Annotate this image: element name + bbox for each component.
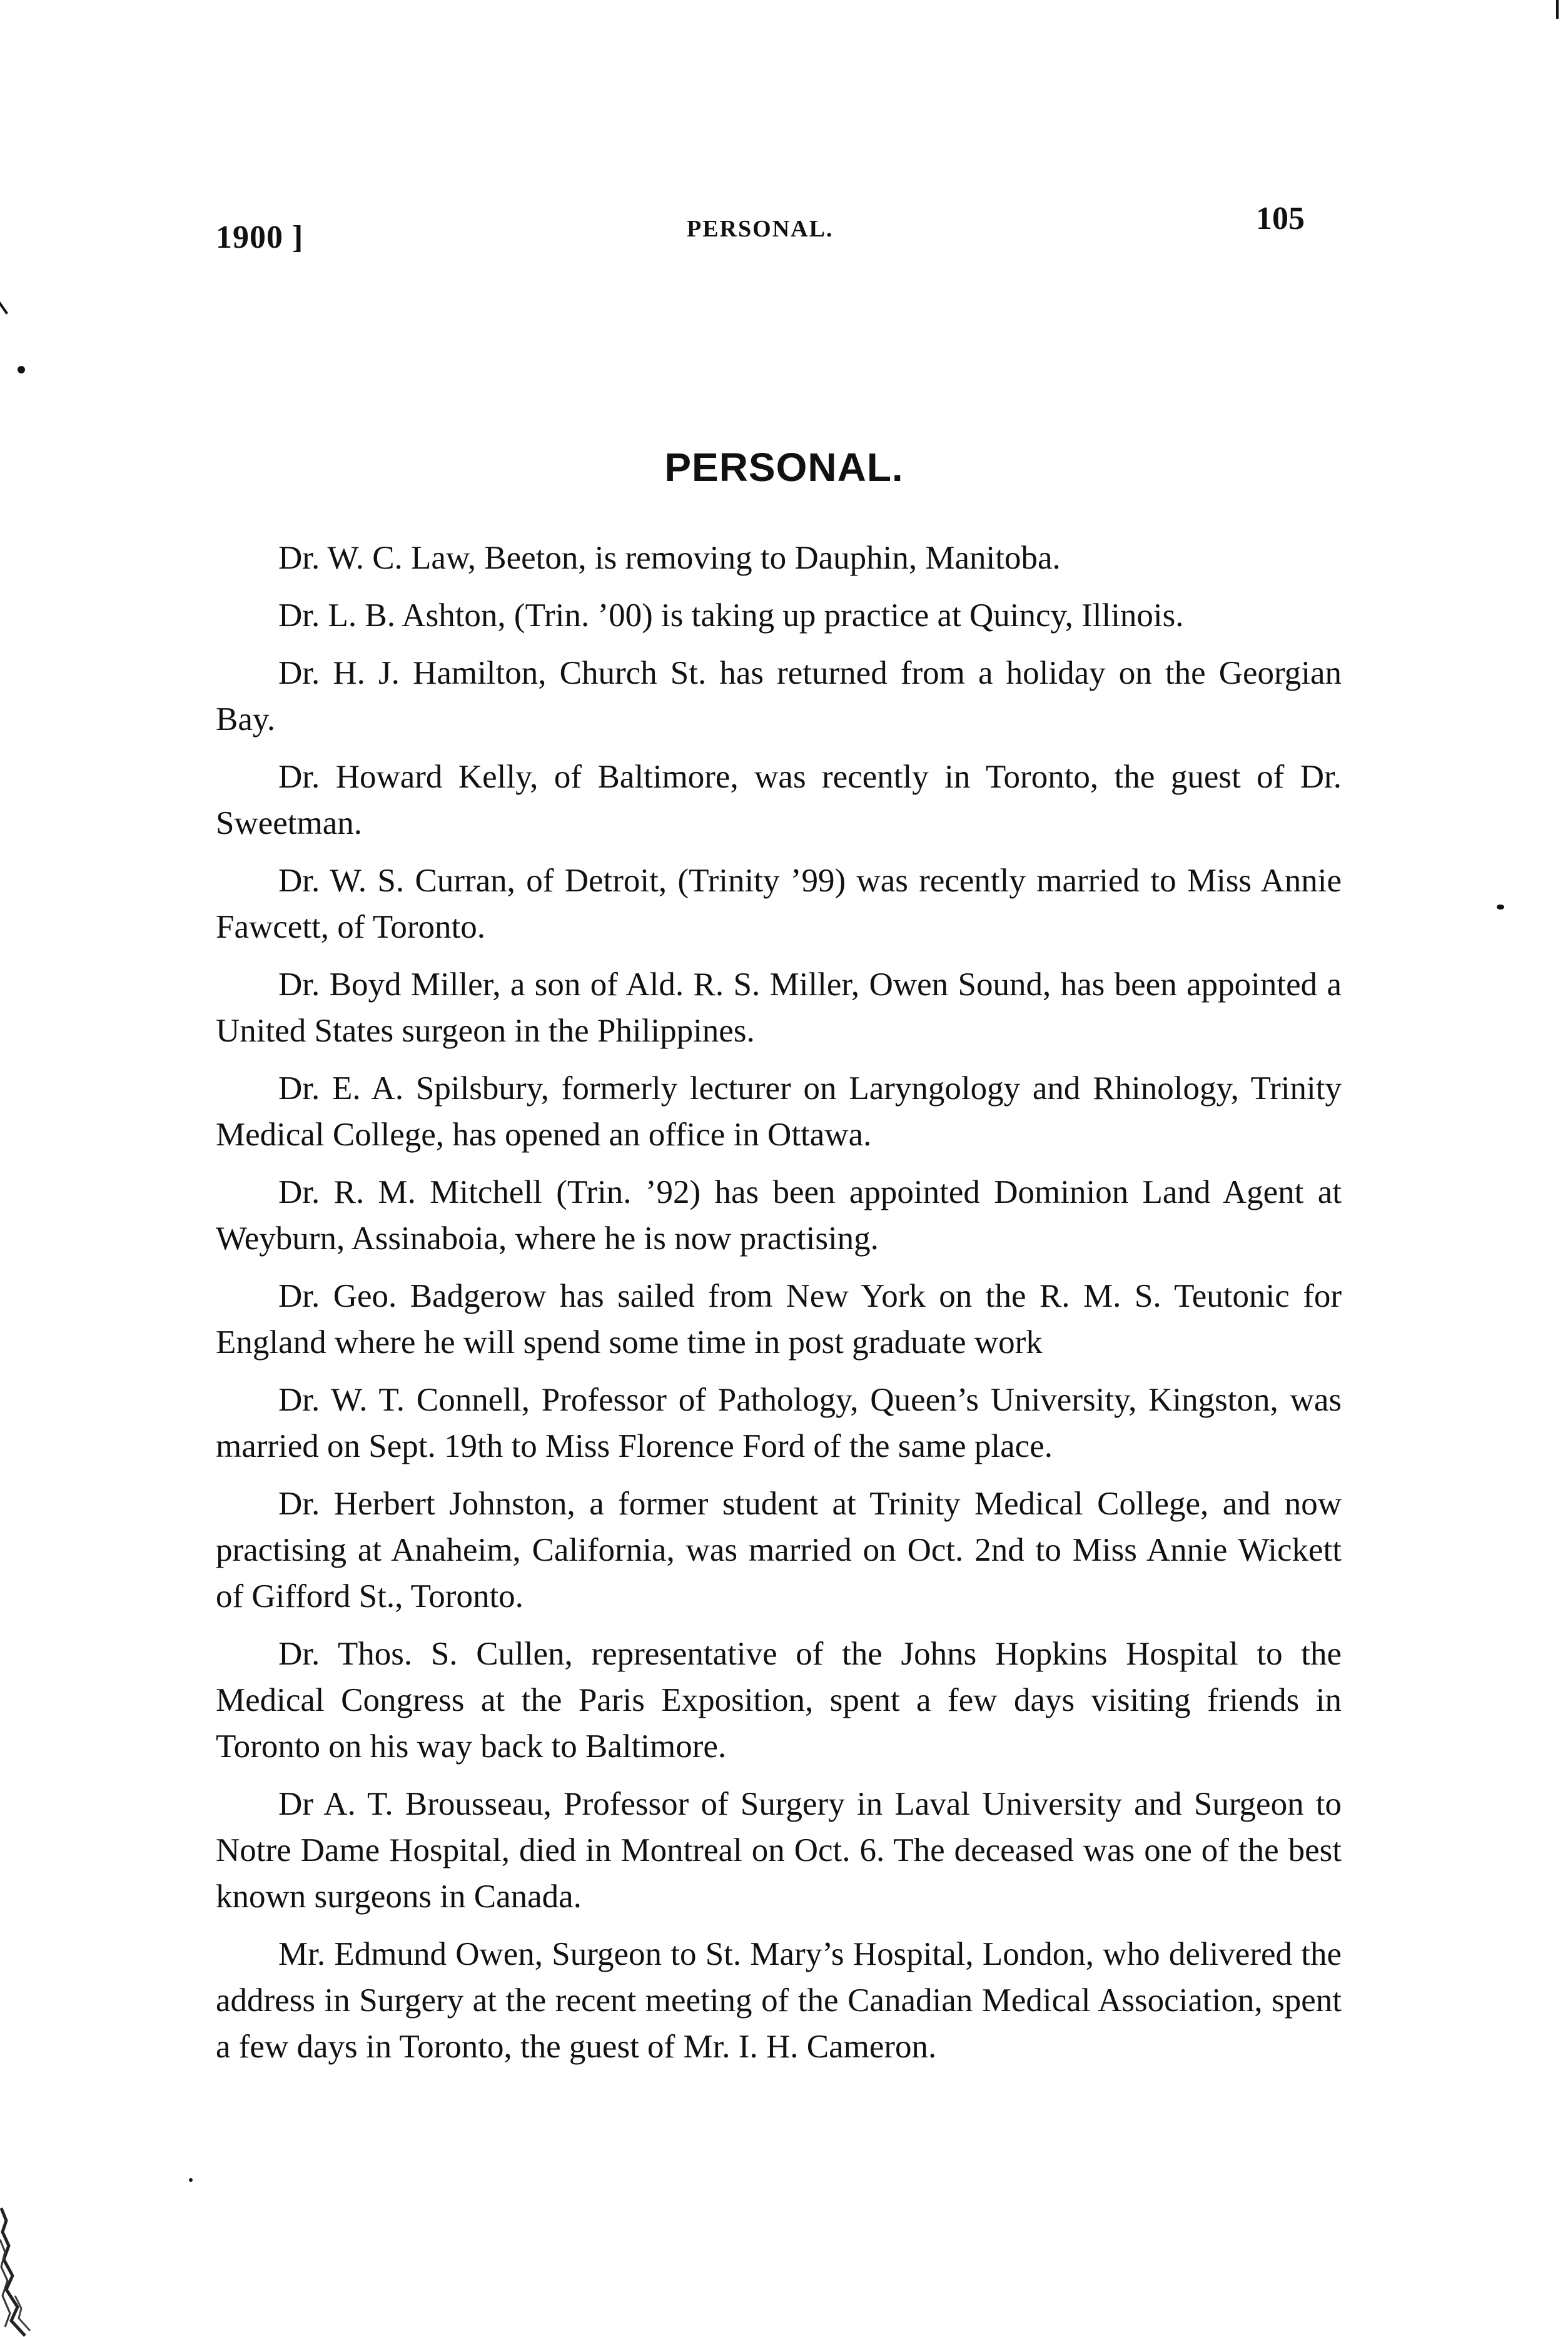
personal-item-curran: Dr. W. S. Curran, of Detroit, (Trinity ’99) was recently married to Miss Annie Fawcett, of Toronto.: [216, 863, 1342, 945]
personal-item-kelly: Dr. Howard Kelly, of Baltimore, was recently in Toronto, the guest of Dr. Sweetman.: [216, 759, 1342, 841]
running-head: [0, 200, 1568, 263]
personal-item-cullen: Dr. Thos. S. Cullen, representative of the Johns Hopkins Hospital to the Medical Congress at the Paris Exposition, spent a few days visiting friends in Toronto on his way back to Baltimore.: [216, 1636, 1342, 1765]
running-head-year: 1900 ]: [216, 220, 304, 255]
scan-mark: [189, 2178, 193, 2182]
page-number: 105: [1256, 201, 1305, 236]
scan-corner-noise: [0, 2202, 56, 2337]
personal-item-brousseau: Dr A. T. Brousseau, Professor of Surgery in Laval University and Surgeon to Notre Dame Hospital, died in Montreal on Oct. 6. The deceased was one of the best known surgeons in Canada.: [216, 1786, 1342, 1915]
scan-mark: [0, 300, 8, 315]
scan-mark: [1497, 905, 1504, 910]
personal-item-owen: Mr. Edmund Owen, Surgeon to St. Mary’s Hospital, London, who delivered the address in Surgery at the recent meeting of the Canadian Medical Association, spent a few days in Toronto, the guest of Mr. I. H. Cameron.: [216, 1936, 1342, 2065]
personal-items: [216, 535, 1342, 2081]
personal-item-hamilton: Dr. H. J. Hamilton, Church St. has returned from a holiday on the Georgian Bay.: [216, 655, 1342, 738]
personal-item-mitchell: Dr. R. M. Mitchell (Trin. ’92) has been appointed Dominion Land Agent at Weyburn, Assinaboia, where he is now practising.: [216, 1174, 1342, 1257]
personal-item-law: Dr. W. C. Law, Beeton, is removing to Dauphin, Manitoba.: [278, 540, 1061, 576]
personal-item-ashton: Dr. L. B. Ashton, (Trin. ’00) is taking up practice at Quincy, Illinois.: [278, 597, 1184, 634]
running-head-title: PERSONAL.: [687, 216, 834, 242]
personal-item-miller: Dr. Boyd Miller, a son of Ald. R. S. Miller, Owen Sound, has been appointed a United States surgeon in the Philippines.: [216, 966, 1342, 1049]
scan-mark: [18, 366, 25, 373]
scan-mark: [1556, 0, 1559, 19]
personal-item-spilsbury: Dr. E. A. Spilsbury, formerly lecturer on Laryngology and Rhinology, Trinity Medical College, has opened an office in Ottawa.: [216, 1070, 1342, 1153]
personal-item-badgerow: Dr. Geo. Badgerow has sailed from New York on the R. M. S. Teutonic for England where he will spend some time in post graduate work: [216, 1278, 1342, 1361]
personal-item-johnston: Dr. Herbert Johnston, a former student at Trinity Medical College, and now practising at Anaheim, California, was married on Oct. 2nd to Miss Annie Wickett of Gifford St., Toronto.: [216, 1486, 1342, 1615]
section-heading: PERSONAL.: [664, 445, 904, 490]
personal-item-connell: Dr. W. T. Connell, Professor of Pathology, Queen’s University, Kingston, was married on Sept. 19th to Miss Florence Ford of the same place.: [216, 1382, 1342, 1464]
